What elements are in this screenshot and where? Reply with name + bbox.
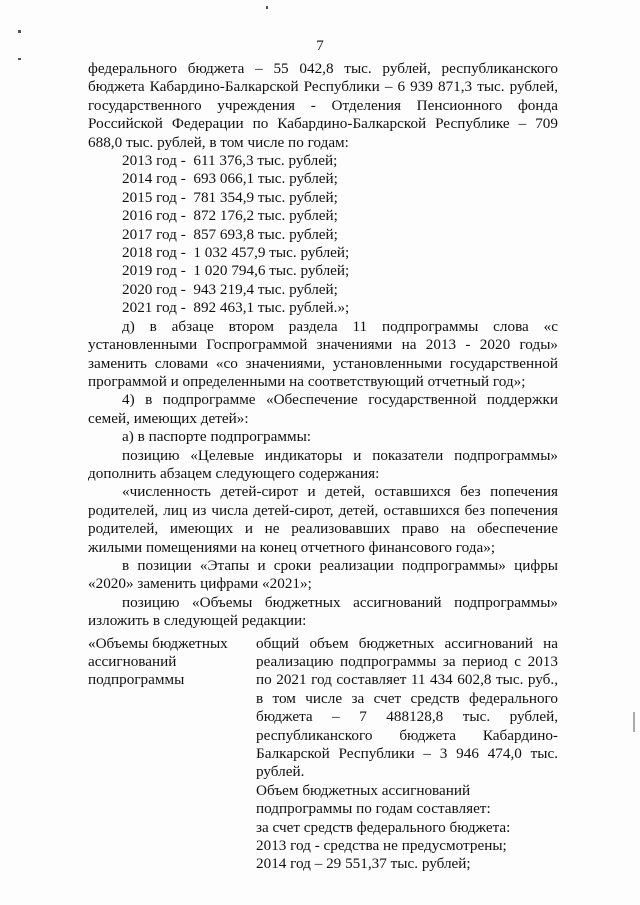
paragraph-quote-indicator: «численность детей-сирот и детей, оставшихся без попечения родителей, лиц из числа детей-сирот, детей, оставшихся без попечения родителей, имеющих и не реализовавших право на обеспечение жилыми помещениями на конец отчетного финансового года»; <box>88 483 558 556</box>
scan-mark-left-1 <box>18 30 21 33</box>
list-item: 2013 год - 611 376,3 тыс. рублей; <box>122 152 338 170</box>
paragraph-4: 4) в подпрограмме «Обеспечение государственной поддержки семей, имеющих детей»: <box>88 391 558 427</box>
table-right-paragraph: за счет средств федерального бюджета: <box>256 818 511 836</box>
scan-mark-top <box>266 6 268 9</box>
paragraph-stages: в позиции «Этапы и сроки реализации подпрограммы» цифры «2020» заменить цифрами «2021»; <box>88 556 558 593</box>
table-right-cell <box>256 635 558 874</box>
year-funding-list <box>122 152 558 318</box>
list-item: 2020 год - 943 219,4 тыс. рублей; <box>122 280 338 298</box>
list-item: 2021 год - 892 463,1 тыс. рублей.»; <box>122 299 350 317</box>
list-item: 2019 год - 1 020 794,6 тыс. рублей; <box>122 262 350 280</box>
paragraph-d: д) в абзаце втором раздела 11 подпрограммы слова «с установленными Госпрограммой значениями на 2013 - 2020 годы» заменить словами «со значениями, установленными государственной программой и определенными на соответствующий отчетный год»; <box>88 317 558 390</box>
paragraph-volumes: позицию «Объемы бюджетных ассигнований подпрограммы» изложить в следующей редакции: <box>88 593 558 630</box>
paragraph-indicators: позицию «Целевые индикаторы и показатели подпрограммы» дополнить абзацем следующего содержания: <box>88 446 558 482</box>
document-body <box>88 60 558 874</box>
list-item: 2017 год - 857 693,8 тыс. рублей; <box>122 225 338 243</box>
table-right-paragraph: общий объем бюджетных ассигнований на реализацию подпрограммы за период с 2013 по 2021 год составляет 11 434 602,8 тыс. руб., в том числе за счет средств федерального бюджета – 7 488128,8 тыс. рублей, республиканского бюджета Кабардино-Балкарской Республики – 3 946 474,0 тыс. рублей. <box>256 634 558 781</box>
table-right-paragraph: 2014 год – 29 551,37 тыс. рублей; <box>256 855 471 873</box>
page-number: 7 <box>316 38 324 54</box>
table-left-cell: «Объемы бюджетных ассигнований подпрограммы <box>88 634 228 689</box>
list-item: 2018 год - 1 032 457,9 тыс. рублей; <box>122 244 350 262</box>
paragraph-funding-summary: федерального бюджета – 55 042,8 тыс. рублей, республиканского бюджета Кабардино-Балкарской Республики – 6 939 871,3 тыс. рублей, государственного учреждения - Отделения Пенсионного фонда Российской Федерации по Кабардино-Балкарской Республике – 709 688,0 тыс. рублей, в том числе по годам: <box>88 60 558 151</box>
table-right-paragraph: Объем бюджетных ассигнований подпрограммы по годам составляет: <box>256 781 491 818</box>
table-right-paragraph: 2013 год - средства не предусмотрены; <box>256 837 507 855</box>
list-item: 2014 год - 693 066,1 тыс. рублей; <box>122 170 338 188</box>
scan-mark-left-2 <box>18 58 21 60</box>
list-item: 2016 год - 872 176,2 тыс. рублей; <box>122 207 338 225</box>
scan-mark-right <box>633 712 635 732</box>
paragraph-a: а) в паспорте подпрограммы: <box>122 428 311 446</box>
list-item: 2015 год - 781 354,9 тыс. рублей; <box>122 188 338 206</box>
passport-table <box>88 635 558 874</box>
